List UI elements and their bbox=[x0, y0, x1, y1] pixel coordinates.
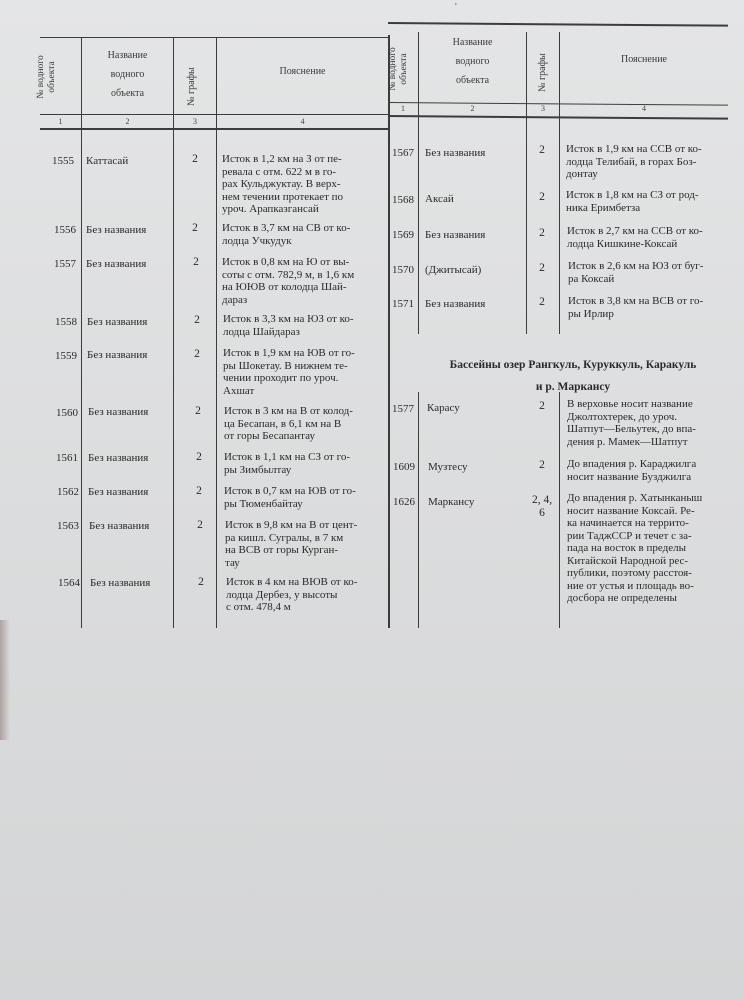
left-col-divider-2 bbox=[173, 38, 174, 628]
row-graph: 2 bbox=[539, 459, 545, 471]
right-colnum-rule bbox=[388, 115, 728, 119]
row-note: Исток в 2,7 км на ССВ от ко- лодца Кишкине-Коксай bbox=[567, 225, 703, 250]
row-name: Без названия bbox=[87, 316, 148, 328]
row-name: Без названия bbox=[425, 298, 486, 310]
row-name: (Джитысай) bbox=[425, 264, 482, 276]
left-col-divider-3 bbox=[216, 38, 217, 628]
row-graph: 2 bbox=[539, 144, 545, 156]
row-graph: 2 bbox=[193, 256, 199, 268]
row-note: Исток в 3 км на В от колод- ца Бесапан, в 6,1 км на В от горы Бесапантау bbox=[224, 405, 353, 442]
row-name: Без названия bbox=[88, 406, 149, 418]
row-graph: 2 bbox=[194, 314, 200, 326]
right-colnum-3: 3 bbox=[541, 104, 545, 113]
row-graph: 2 bbox=[539, 191, 545, 203]
left-colnum-2: 2 bbox=[125, 117, 130, 126]
row-id: 1564 bbox=[58, 577, 80, 589]
right-header-col1: № водного объекта bbox=[388, 47, 409, 91]
row-name: Без названия bbox=[90, 577, 151, 589]
row-id: 1626 bbox=[393, 496, 415, 508]
row-note: Исток в 0,8 км на Ю от вы- соты с отм. 782,9 м, в 1,6 км на ЮЮВ от колодца Шай- дараз bbox=[222, 256, 355, 306]
row-graph: 2 bbox=[196, 485, 202, 497]
row-id: 1563 bbox=[57, 520, 79, 532]
right-colnum-1: 1 bbox=[401, 104, 405, 113]
row-name: Музтесу bbox=[428, 461, 468, 473]
row-name: Без названия bbox=[425, 229, 486, 241]
right-header-col2: Название водного объекта bbox=[452, 37, 493, 86]
row-graph: 2 bbox=[192, 153, 198, 165]
row-id: 1570 bbox=[392, 264, 414, 276]
row-name: Без названия bbox=[88, 452, 149, 464]
row-id: 1567 bbox=[392, 147, 414, 159]
right-colnum-2: 2 bbox=[470, 104, 475, 113]
row-name: Каттасай bbox=[86, 155, 129, 167]
row-name: Без названия bbox=[86, 224, 147, 236]
row-note: Исток в 4 км на ВЮВ от ко- лодца Дербез, у высоты с отм. 478,4 м bbox=[226, 576, 358, 613]
row-name: Без названия bbox=[88, 486, 149, 498]
left-colnum-4: 4 bbox=[300, 117, 305, 126]
row-graph: 2 bbox=[196, 451, 202, 463]
row-graph: 2 bbox=[539, 296, 545, 308]
row-id: 1577 bbox=[392, 403, 414, 415]
left-header-col2: Название водного объекта bbox=[107, 50, 148, 99]
row-id: 1555 bbox=[52, 155, 74, 167]
right-col-divider-1b bbox=[418, 392, 419, 628]
row-id: 1569 bbox=[392, 229, 414, 241]
row-graph: 2 bbox=[198, 576, 204, 588]
row-id: 1556 bbox=[54, 224, 76, 236]
print-mark: ' bbox=[455, 2, 457, 13]
row-graph: 2 bbox=[195, 405, 201, 417]
right-table-top-rule bbox=[388, 22, 728, 26]
row-note: Исток в 1,9 км на ЮВ от го- ры Шокетау. В нижнем те- чении проходит по уроч. Ахшат bbox=[223, 347, 355, 397]
row-note: Исток в 3,3 км на ЮЗ от ко- лодца Шайдараз bbox=[223, 313, 354, 338]
row-note: Исток в 2,6 км на ЮЗ от буг- ра Коксай bbox=[568, 260, 704, 285]
left-colnum-1: 1 bbox=[58, 117, 63, 126]
row-note: В верховье носит название Джолтохтерек, до уроч. Шатпут—Бельутек, до впа- дения р. Мамек—Шатпут bbox=[567, 398, 696, 448]
row-note: Исток в 9,8 км на В от цент- ра кишл. Сугралы, в 7 км на ВСВ от горы Курган- тау bbox=[225, 519, 358, 569]
row-graph: 2 bbox=[539, 400, 545, 412]
row-graph: 2 bbox=[539, 227, 545, 239]
row-note: Исток в 3,8 км на ВСВ от го- ры Ирлир bbox=[568, 295, 704, 320]
left-table-top-rule bbox=[40, 37, 388, 38]
row-note: До впадения р. Хатынканыш носит название Коксай. Ре- ка начинается на террито- рии ТаджССР и течет с за- пада на восток в пределы Китайской Народной рес- публики, поэтому расстоя- ние от устья и площадь во- досбора не определены bbox=[567, 492, 703, 604]
row-id: 1558 bbox=[55, 316, 77, 328]
row-note: Исток в 0,7 км на ЮВ от го- ры Тюменбайтау bbox=[224, 485, 356, 510]
row-note: Исток в 1,1 км на СЗ от го- ры Зимбылтау bbox=[224, 451, 351, 476]
row-note: Исток в 1,9 км на ССВ от ко- лодца Телибай, в горах Боз- донтау bbox=[566, 143, 702, 180]
row-id: 1557 bbox=[54, 258, 76, 270]
row-name: Аксай bbox=[425, 193, 454, 205]
row-id: 1560 bbox=[56, 407, 78, 419]
row-id: 1571 bbox=[392, 298, 414, 310]
row-id: 1561 bbox=[56, 452, 78, 464]
row-name: Без названия bbox=[86, 258, 147, 270]
row-id: 1562 bbox=[57, 486, 79, 498]
left-header-col4: Пояснение bbox=[279, 66, 326, 77]
row-note: Исток в 3,7 км на СВ от ко- лодца Учкудук bbox=[222, 222, 351, 247]
left-header-col1: № водного объекта bbox=[36, 55, 57, 99]
row-note: До впадения р. Караджилга носит название Бузджилга bbox=[567, 458, 697, 483]
row-name: Без названия bbox=[425, 147, 486, 159]
row-graph: 2, 4, 6 bbox=[531, 494, 553, 519]
left-header-col3: № графы bbox=[186, 67, 197, 106]
center-divider bbox=[388, 35, 390, 628]
left-colnum-3: 3 bbox=[193, 117, 197, 126]
row-name: Карасу bbox=[427, 402, 460, 414]
section-title: Бассейны озер Рангкуль, Куруккуль, Каракуль и р. Маркансу bbox=[449, 359, 697, 393]
row-graph: 2 bbox=[194, 348, 200, 360]
left-header-rule bbox=[40, 114, 388, 115]
row-graph: 2 bbox=[192, 222, 198, 234]
page-edge-shadow bbox=[0, 620, 10, 740]
row-note: Исток в 1,8 км на СЗ от род- ника Еримбетза bbox=[566, 189, 699, 214]
row-id: 1568 bbox=[392, 194, 414, 206]
row-name: Маркансу bbox=[428, 496, 475, 508]
row-graph: 2 bbox=[539, 262, 545, 274]
right-colnum-4: 4 bbox=[642, 104, 646, 113]
right-header-col4: Пояснение bbox=[620, 54, 667, 65]
left-colnum-rule bbox=[40, 128, 388, 130]
row-id: 1559 bbox=[55, 350, 77, 362]
right-header-col3: № графы bbox=[537, 53, 548, 92]
left-col-divider-1 bbox=[81, 38, 82, 628]
right-col-divider-3a bbox=[559, 32, 560, 334]
right-col-divider-2a bbox=[526, 32, 527, 334]
row-name: Без названия bbox=[87, 349, 148, 361]
row-graph: 2 bbox=[197, 519, 203, 531]
row-id: 1609 bbox=[393, 461, 415, 473]
row-note: Исток в 1,2 км на З от пе- ревала с отм. 622 м в го- рах Кульджуктау. В верх- нем течении протекает по уроч. Арапказгансай bbox=[222, 153, 344, 215]
right-col-divider-3b bbox=[559, 392, 560, 628]
row-name: Без названия bbox=[89, 520, 150, 532]
